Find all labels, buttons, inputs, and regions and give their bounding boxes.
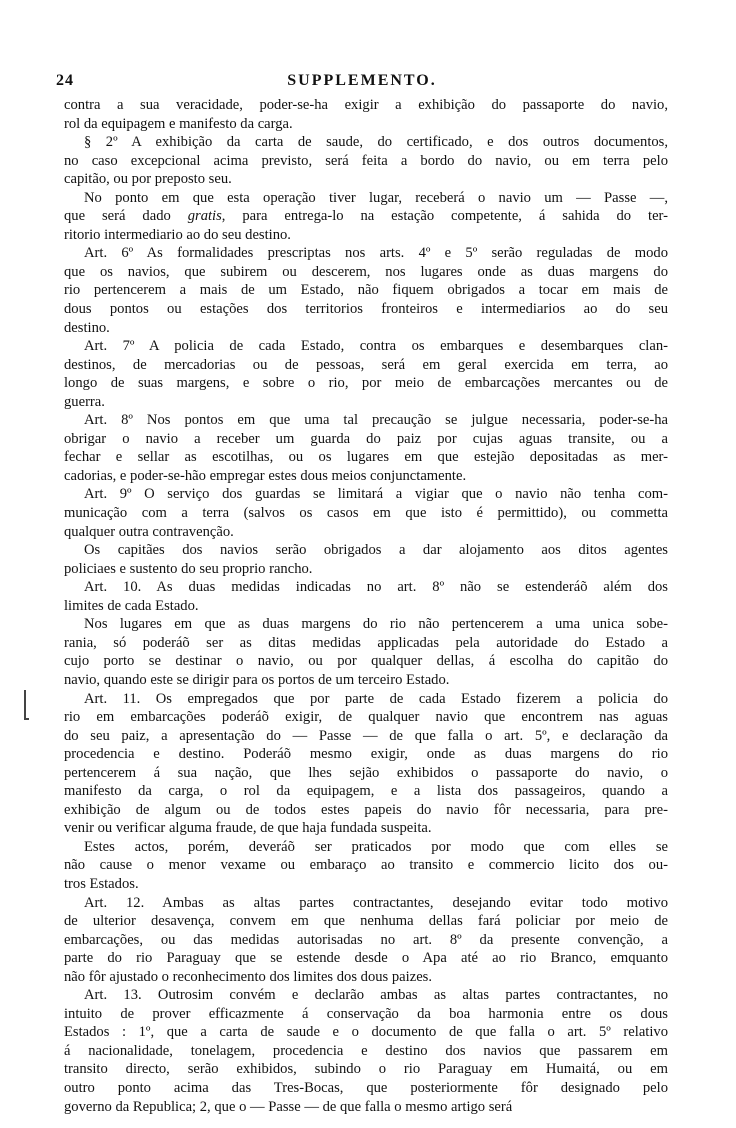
text-line: Os capitães dos navios serão obrigados a dar alojamento aos ditos agentes [84,542,668,559]
text-line: Art. 6º As formalidades prescriptas nos arts. 4º e 5º serão reguladas de modo [84,245,668,262]
text-line: embarcações, ou das medidas autorisadas no art. 8º da presente convenção, a [64,931,668,948]
text-line: do seu paiz, a apresentação do — Passe — de que falla o art. 5º, e declaração da [64,727,668,744]
paragraph [64,690,668,838]
paragraph [64,337,668,411]
text-line: governo da Republica; 2, que o — Passe — de que falla o mesmo artigo será [64,1098,513,1115]
paragraph [64,986,668,1116]
text-line: fechar e sellar as escotilhas, ou os lugares em que estejão depositadas as mer- [64,449,668,466]
paragraph [64,894,668,987]
text-line: não cause o menor vexame ou embaraço ao transito e commercio licito dos ou- [64,857,668,874]
paragraph [64,578,668,615]
text-line: destino. [64,319,110,336]
text-line: de ulterior desavença, convem em que nenhuma dellas fará policiar por meio de [64,913,668,930]
text-line: Art. 8º Nos pontos em que uma tal precaução se julgue necessaria, poder-se-ha [84,412,668,429]
text-line: outro ponto acima das Tres-Bocas, que posteriormente fôr designado pelo [64,1079,668,1096]
text-line: No ponto em que esta operação tiver lugar, receberá o navio um — Passe —, [84,189,668,206]
text-line: Estados : 1º, que a carta de saude e o documento de que falla o art. 5º relativo [64,1024,668,1041]
text-line: cujo porto se destinar o navio, ou por qualquer dellas, á escolha do capitão do [64,653,668,670]
text-line: ritorio intermediario ao do seu destino. [64,226,291,243]
text-line: Nos lugares em que as duas margens do rio não pertencerem a uma unica sobe- [84,616,668,633]
page-number: 24 [56,72,74,89]
running-title: SUPPLEMENTO. [287,72,437,89]
text-line: manifesto da carga, o rol da equipagem, e a lista dos passageiros, quando a [64,783,668,800]
text-line: Art. 10. As duas medidas indicadas no art. 8º não se estenderáõ além dos [84,579,668,596]
text-line: municação com a terra (salvos os casos em que isto é permittido), ou commetta [64,505,668,522]
text-line: transito directo, serão exhibidos, subindo o rio Paraguay em Humaitá, ou em [64,1061,668,1078]
text-line: venir ou verificar alguma fraude, de que haja fundada suspeita. [64,820,432,837]
text-line: limites de cada Estado. [64,597,199,614]
text-line: Art. 12. Ambas as altas partes contractantes, desejando evitar todo motivo [84,894,668,911]
text-line: tros Estados. [64,875,139,892]
text-line: contra a sua veracidade, poder-se-ha exigir a exhibição do passaporte do navio, [64,97,668,113]
text-line: não fôr ajustado o reconhecimento dos limites dos dous paizes. [64,968,433,985]
text-line: pertencerem á sua nação, que lhes sejão exhibidos o passaporte do navio, o [64,764,668,781]
text-line: cadorias, e poder-se-hão empregar estes dous meios conjunctamente. [64,467,467,484]
paragraph [64,189,668,245]
paragraph [64,485,668,541]
margin-mark [24,690,29,720]
text-line: rol da equipagem e manifesto da carga. [64,115,293,132]
paragraph [64,411,668,485]
text-line: Art. 11. Os empregados que por parte de cada Estado fizerem a policia do [84,690,668,707]
text-line: procedencia e destino. Poderáõ mesmo exigir, onde as duas margens do rio [64,746,668,763]
paragraph [64,96,668,133]
text-line: capitão, ou por preposto seu. [64,171,232,188]
text-line: á nacionalidade, tonelagem, procedencia e destino dos navios que passarem em [64,1042,668,1059]
text-line: exhibição de algum ou de todos estes papeis do navio fôr necessaria, para pre- [64,801,668,818]
text-line: § 2º A exhibição da carta de saude, do certificado, e dos outros documentos, [84,134,668,151]
text-line: navio, quando este se dirigir para os portos de um terceiro Estado. [64,671,450,688]
text-line: rio em embarcações poderáõ exigir, de qualquer navio que encontrem nas aguas [64,709,668,726]
body-text [64,96,668,1116]
text-line: no caso excepcional acima previsto, será feita a bordo do navio, ou em terra pelo [64,152,668,169]
text-line: policiaes e sustento do seu proprio rancho. [64,560,313,577]
text-line: Art. 7º A policia de cada Estado, contra os embarques e desembarques clan- [84,338,668,355]
paragraph [64,541,668,578]
text-line: intuito de prover efficazmente á conservação da boa harmonia entre os dous [64,1005,668,1022]
text-line: Art. 13. Outrosim convém e declarão ambas as altas partes contractantes, no [84,987,668,1004]
paragraph [64,244,668,337]
text-line: que será dado gratis, para entrega-lo na estação competente, á sahida do ter- [64,208,668,225]
text-line: dous pontos ou estações dos territorios fronteiros e intermediarios ao do seu [64,301,668,318]
text-line: que os navios, que subirem ou descerem, nos lugares onde as duas margens do [64,263,668,280]
text-line: Art. 9º O serviço dos guardas se limitará a vigiar que o navio não tenha com- [84,486,668,503]
paragraph [64,133,668,189]
text-line: longo de suas margens, e sobre o rio, por meio de embarcações mercantes ou de [64,375,668,392]
text-line: Estes actos, porém, deveráõ ser praticados por modo que com elles se [84,838,668,855]
page-header [56,72,668,94]
text-line: guerra. [64,393,105,410]
text-line: qualquer outra contravenção. [64,523,234,540]
text-line: rio pertencerem a mais de um Estado, não fiquem obrigados a tocar em mais de [64,282,668,299]
text-line: destinos, de mercadorias ou de pessoas, será em geral exercida em terra, ao [64,356,668,373]
text-line: parte do rio Paraguay que se estende desde o Apa até ao rio Branco, emquanto [64,950,668,967]
paragraph [64,838,668,894]
text-line: obrigar o navio a receber um guarda do paiz por cujas aguas transite, ou a [64,430,668,447]
italic-word: gratis [187,208,222,225]
paragraph [64,615,668,689]
text-line: rania, só poderáõ ser as ditas medidas applicadas pela autoridade do Estado a [64,634,668,651]
